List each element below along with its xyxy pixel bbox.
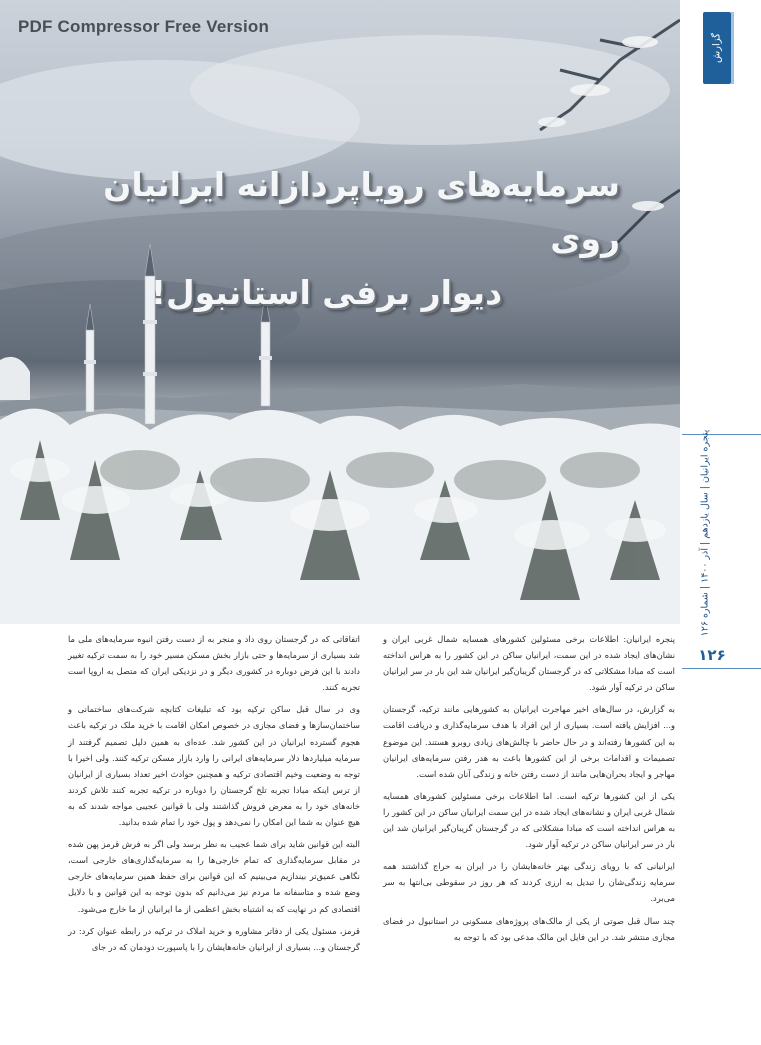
paragraph: یکی از این کشورها ترکیه است. اما اطلاعات برخی مسئولین کشورهای همسایه شمال غربی ایران و نشانه‌های ایجاد شده در این سمت ایرانیان ساکن در این کشور را به هراس انداخته است که مبادا مشکلاتی که در گرجستان گریبان‌گیر ایرانیان شد این بار در سر ایرانیان ساکن در ترکیه آوار شود.: [383, 790, 675, 850]
paragraph: ایرانیانی که با رویای زندگی بهتر خانه‌هایشان را در ایران به حراج گذاشتند همه سرمایه زندگی‌شان را تبدیل به ارزی کردند که هر روز در سقوطی بی‌انتها به سر می‌برد.: [383, 861, 675, 904]
article-column-right: [383, 631, 675, 951]
paragraph: چند سال قبل صوتی از یکی از مالک‌های پروژه‌های مسکونی در استانبول در فضای مجازی منتشر شد. در این فایل این مالک مدعی بود که با توجه به: [383, 915, 675, 942]
headline-line-2: دیوار برفی استانبول!: [150, 273, 502, 312]
headline-line-1: سرمایه‌های رویاپردازانه ایرانیان روی: [103, 165, 620, 258]
sidebar-divider: [682, 434, 761, 435]
paragraph: البته این قوانین شاید برای شما عجیب به نظر برسد ولی اگر به فرش قرمز پهن شده در مقابل سرمایه‌گذاری که تمام خارجی‌ها را به سرمایه‌گذاری‌های خارجی است، نگاهی عمیق‌تر بیندازیم می‌بینیم که این قوانین برای حفظ همین سرمایه‌های خارجی وضع شده و متاسفانه ما مردم نیز می‌دانیم که بدون توجه به این قوانین و با دلایل اقتصادی کم در نهایت که به اشتباه بخش اعظمی از ما ایرانیان از ما خارج می‌شود.: [68, 839, 360, 914]
paragraph: پنجره ایرانیان: اطلاعات برخی مسئولین کشورهای همسایه شمال غربی ایران و نشان‌های ایجاد شده در این سمت، ایرانیان ساکن در این کشور را به هراس انداخته است که مبادا مشکلاتی که در گرجستان گریبان‌گیر ایرانیان شد این بار در سر ایرانیان ساکن در ترکیه آوار شود.: [383, 634, 675, 693]
article-headline: [60, 158, 620, 320]
magazine-running-title: [694, 429, 716, 637]
paragraph: اتفاقاتی که در گرجستان روی داد و منجر به از دست رفتن انبوه سرمایه‌های ملی ما شد بسیاری از سرمایه‌ها و حتی بازار بخش مسکن مسیر خود را به سمت ترکیه تغییر دادند با این فرض دوباره در کشوری دیگر و در نزدیکی ایران که متصل به اروپا است تجربه کنند.: [68, 634, 360, 693]
sidebar-divider-bottom: [682, 668, 761, 669]
page-margin: [680, 0, 761, 1045]
watermark-text: PDF Compressor Free Version: [18, 17, 270, 36]
section-tab: [703, 12, 731, 84]
paragraph: به گزارش، در سال‌های اخیر مهاجرت ایرانیان به کشورهایی مانند ترکیه، گرجستان و... افزایش یافته است. بسیاری از این افراد با هدف سرمایه‌گذاری و دریافت اقامت به این کشورها رفته‌اند و در حال حاضر با چالش‌های زیادی روبرو هستند. این موضوع تصمیمات و اقدامات برخی از این کشورها باعث به هدر رفتن سرمایه‌های ایرانیان مهاجر و ایجاد بحران‌هایی مانند از دست رفتن خانه و زندگی آنان شده است.: [383, 704, 675, 779]
article-column-left: [68, 631, 360, 961]
section-tab-label: گزارش: [711, 32, 723, 64]
paragraph: وی در سال قبل ساکن ترکیه بود که تبلیغات کتابچه شرکت‌های ساختمانی و ساختمان‌سازها و فضای مجازی در خصوص امکان اقامت با خرید ملک در ترکیه باعث هجوم گسترده ایرانیان در این کشور شد. عده‌ای به همین دلیل تصمیم گرفتند از سرمایه میلیاردها دلار سرمایه‌های ایرانی را وارد بازار مسکن ترکیه کنند. ولی اخیرا با توجه به وضعیت وخیم اقتصادی ترکیه و همچنین حوادث اخیر تعداد بسیاری از ایرانیان از ترس اینکه مبادا تجربه تلخ گرجستان را دوباره در ترکیه تجربه کنند تلاش کردند خانه‌های خود را به معرض فروش گذاشتند ولی با قوانین عجیبی مواجه شدند که به هیچ عنوان به شما این امکان را نمی‌دهد و پول خود را تمام شده بدانید.: [68, 704, 360, 828]
running-title-text: پنجره ایرانیان | سال یازدهم | آذر ۱۴۰۰ | شماره ۱۲۶: [699, 429, 711, 637]
paragraph: قرمز، مسئول یکی از دفاتر مشاوره و خرید املاک در ترکیه در رابطه عنوان کرد: در گرجستان و... بسیاری از ایرانیان خانه‌هایشان را با پاسپورت دودمان که در جای: [68, 925, 360, 952]
page-number: ۱۲۶: [698, 646, 726, 664]
tab-accent-stripe: [731, 12, 734, 84]
